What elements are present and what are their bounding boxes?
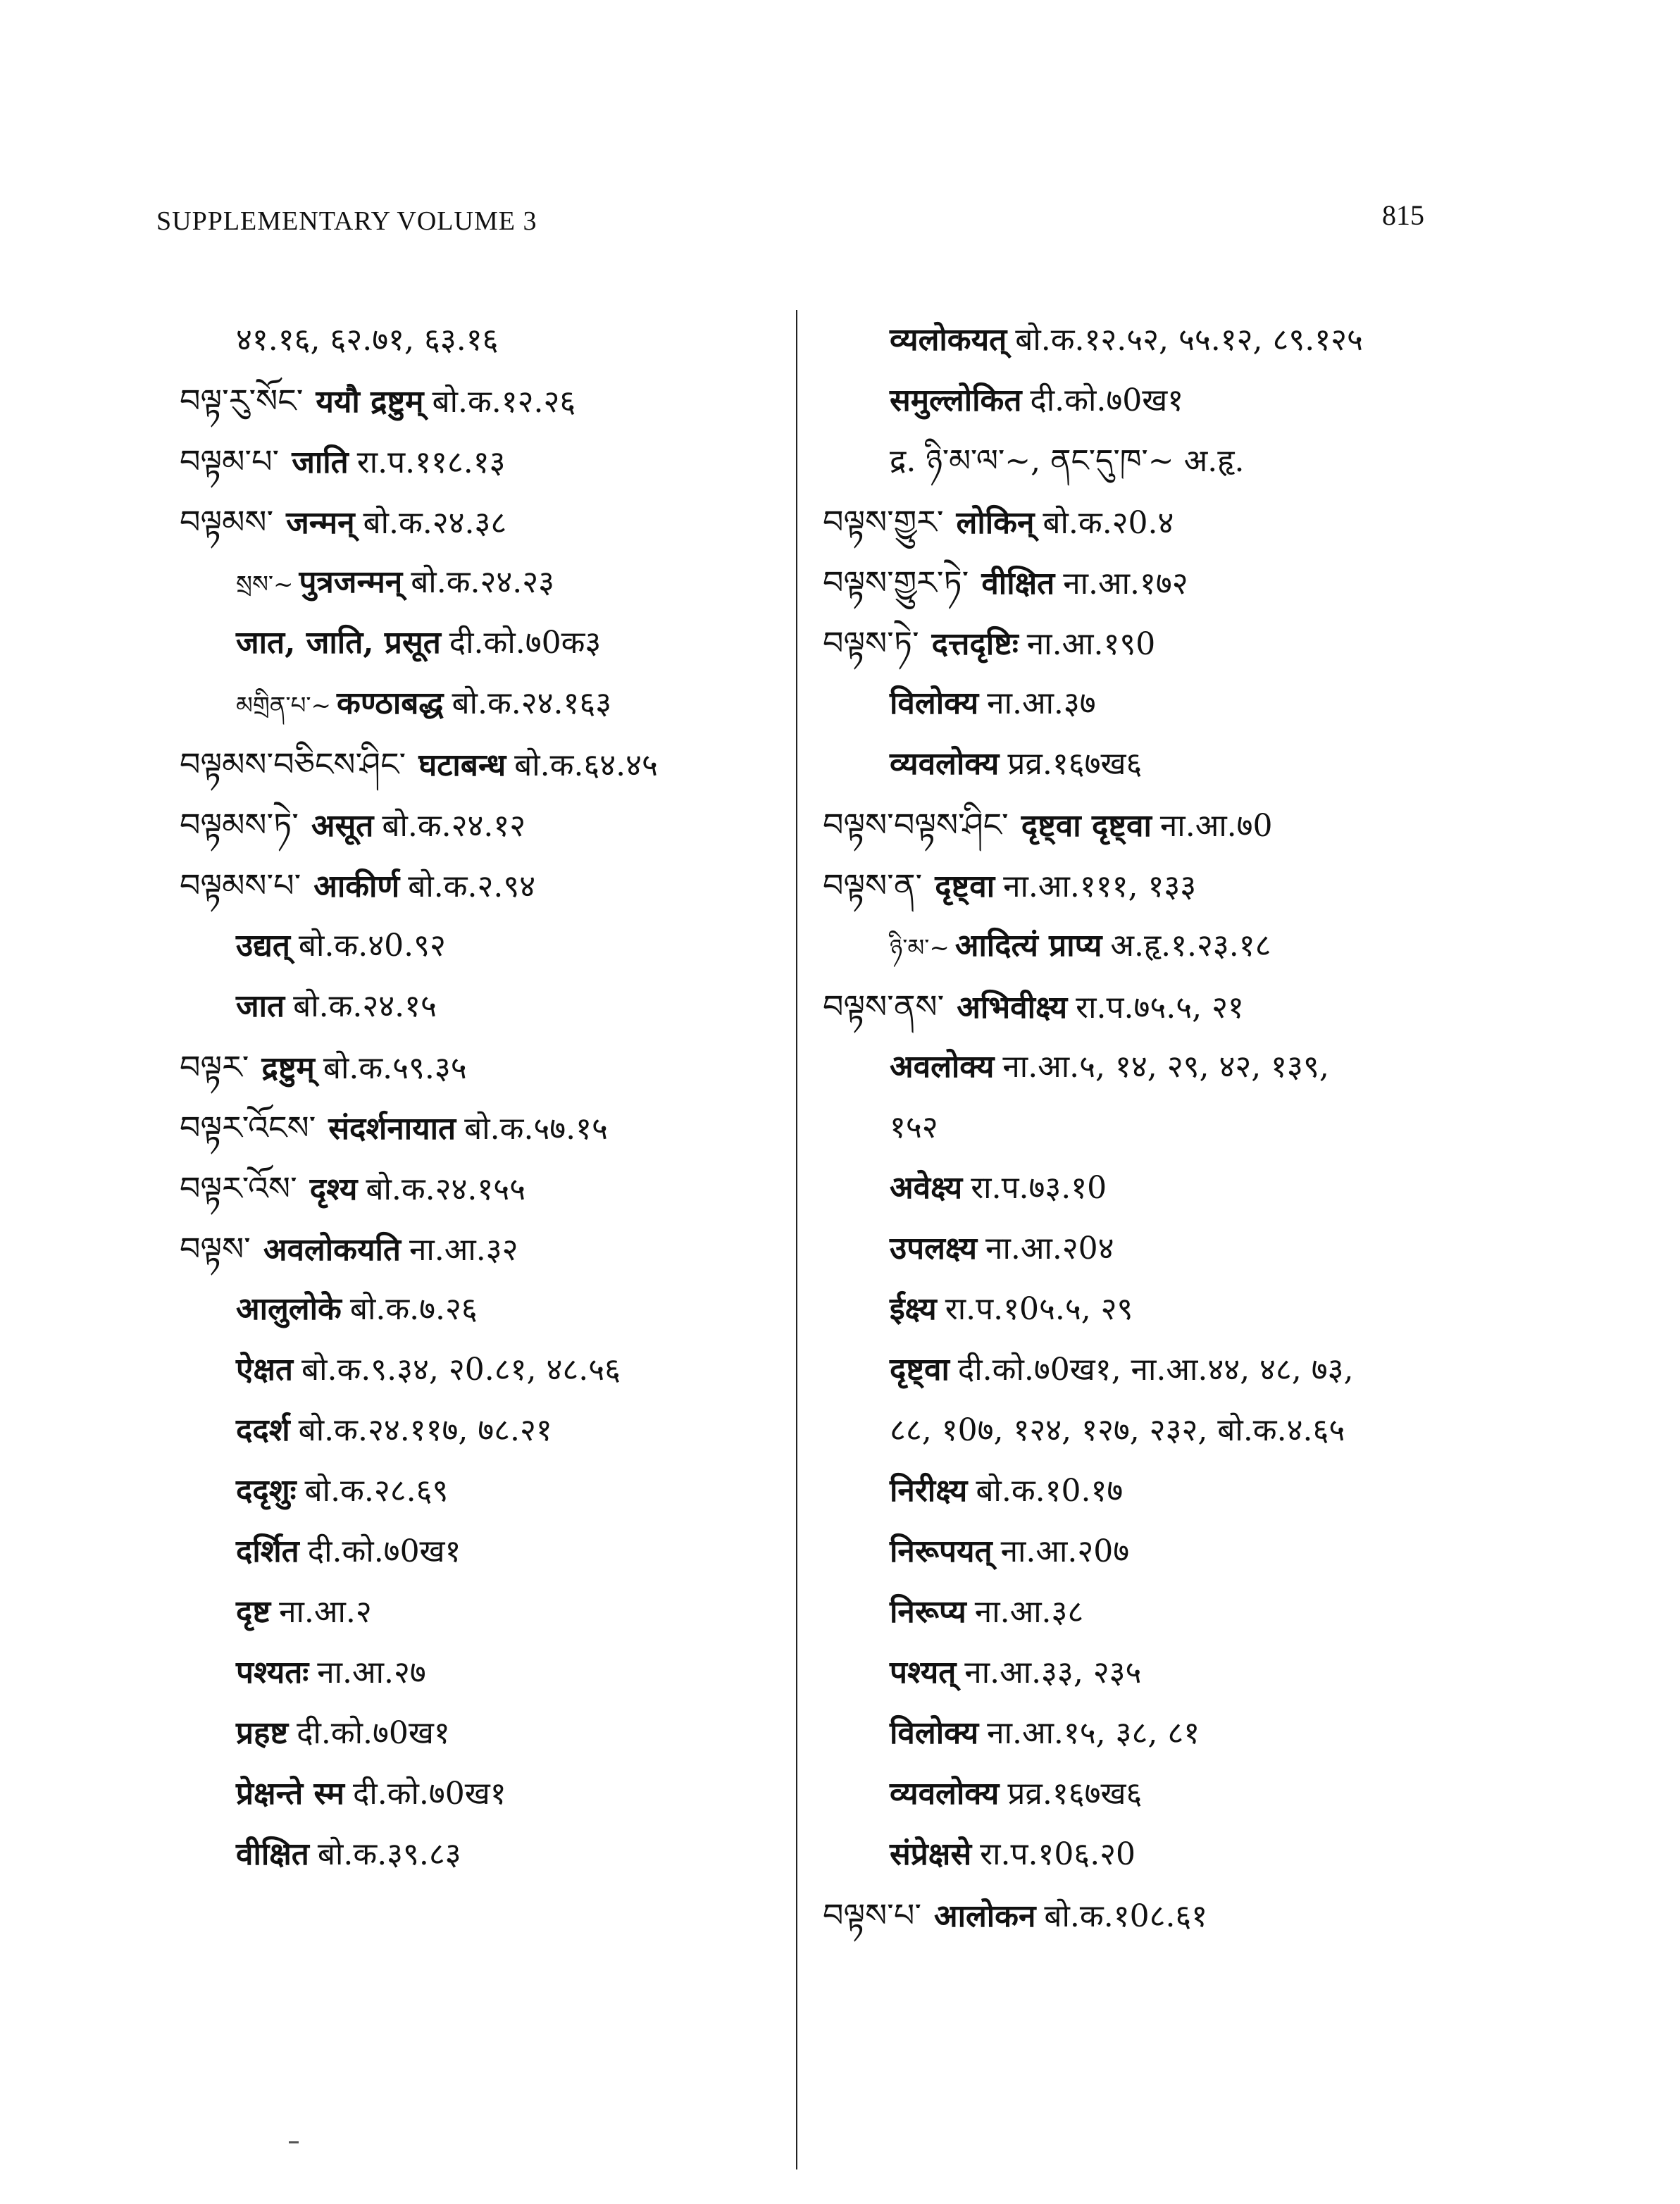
sanskrit-equivalent: घटाबन्ध xyxy=(418,747,506,783)
source-reference: रा.प.७५.५, २१ xyxy=(1076,990,1244,1026)
sanskrit-equivalent: दत्तदृष्टिः xyxy=(931,626,1019,662)
source-reference: ना.आ.१५, ३८, ८१ xyxy=(987,1715,1200,1751)
source-reference: ना.आ.५, १४, २९, ४२, १३९, xyxy=(1002,1049,1329,1085)
entry-row xyxy=(180,613,799,673)
entry-row xyxy=(823,795,1633,855)
sanskrit-equivalent: आदित्यं प्राप्य xyxy=(954,928,1102,964)
tibetan-headword: བལྟམ་པ་ xyxy=(180,442,280,480)
entry-row xyxy=(823,1158,1633,1219)
source-reference: बो.क.२४.१५५ xyxy=(366,1171,526,1207)
sanskrit-equivalent: दृश्य xyxy=(309,1171,358,1207)
sanskrit-equivalent: पश्यत् xyxy=(890,1655,957,1691)
entry-row xyxy=(823,1521,1633,1582)
source-reference: रा.प.१0६.२0 xyxy=(980,1836,1136,1872)
source-reference: ना.आ.१११, १३३ xyxy=(1003,868,1197,904)
source-reference: बो.क.२४.२३ xyxy=(411,564,554,600)
entry-row xyxy=(180,1400,799,1461)
sanskrit-equivalent: संप्रेक्षसे xyxy=(890,1836,972,1872)
tibetan-headword: བལྟམས་བཅིངས་ཤིང་ xyxy=(180,745,406,783)
sanskrit-equivalent: व्यलोकयत् xyxy=(890,322,1007,358)
source-reference: ना.आ.३३, २३५ xyxy=(964,1655,1142,1691)
source-reference: बो.क.२४.१२ xyxy=(382,808,526,844)
sanskrit-equivalent: व्यवलोक्य xyxy=(890,746,1000,782)
tibetan-headword: བལྟས་ xyxy=(180,1230,251,1268)
entry-row xyxy=(823,1643,1633,1703)
entry-row xyxy=(823,976,1633,1037)
entry-row xyxy=(180,673,799,734)
sanskrit-equivalent: प्रेक्षन्ते स्म xyxy=(236,1776,344,1812)
entry-prefix: མགྲིན་པ་~ xyxy=(236,692,332,720)
sanskrit-equivalent: ईक्ष्य xyxy=(890,1291,937,1327)
entry-row xyxy=(823,492,1633,552)
source-reference: दी.को.७0ख१ xyxy=(297,1715,450,1751)
source-reference: दी.को.७0ख१ xyxy=(307,1533,461,1569)
entry-row xyxy=(823,673,1633,734)
left-column xyxy=(180,310,799,1885)
entry-row xyxy=(180,1037,799,1097)
source-reference: बो.क.२0.४ xyxy=(1043,505,1174,541)
sanskrit-equivalent: पश्यतः xyxy=(236,1655,309,1691)
entry-row xyxy=(180,916,799,976)
entry-row xyxy=(823,1824,1633,1885)
entry-row xyxy=(180,371,799,431)
page-mark xyxy=(289,2141,299,2143)
entry-row xyxy=(823,613,1633,673)
sanskrit-equivalent: आकीर्ण xyxy=(313,868,400,904)
entry-row xyxy=(180,976,799,1037)
sanskrit-equivalent: दर्शित xyxy=(236,1533,299,1569)
sanskrit-equivalent: ययौ द्रष्टुम् xyxy=(316,384,424,420)
sanskrit-equivalent: समुल्लोकित xyxy=(890,382,1022,418)
sanskrit-equivalent: दृष्ट्वा दृष्ट्वा xyxy=(1021,808,1152,844)
tibetan-headword: བལྟས་ཏེ་ xyxy=(823,624,919,662)
sanskrit-equivalent: निरूप्य xyxy=(890,1594,966,1630)
source-reference: बो.क.३९.८३ xyxy=(317,1836,461,1872)
entry-row xyxy=(180,855,799,916)
entry-row xyxy=(823,1279,1633,1340)
entry-row xyxy=(180,795,799,855)
sanskrit-equivalent: कण्ठाबद्ध xyxy=(337,685,444,721)
entry-row xyxy=(823,734,1633,795)
source-reference: बो.क.५९.३५ xyxy=(323,1050,467,1086)
source-reference: रा.प.१0५.५, २९ xyxy=(945,1291,1133,1327)
sanskrit-equivalent: आलुलोके xyxy=(236,1291,342,1327)
tibetan-headword: བལྟས་ནས་ xyxy=(823,988,945,1026)
entry-row xyxy=(180,552,799,613)
source-reference: ना.आ.३८ xyxy=(974,1594,1084,1630)
sanskrit-equivalent: दृष्ट xyxy=(236,1594,271,1630)
sanskrit-equivalent: संदर्शनायात xyxy=(328,1111,456,1147)
entry-row xyxy=(180,1582,799,1643)
entry-row xyxy=(823,1219,1633,1279)
source-reference: बो.क.१0८.६१ xyxy=(1044,1898,1208,1934)
source-reference: रा.प.७३.१0 xyxy=(971,1170,1107,1206)
column-divider xyxy=(796,310,797,2169)
entry-prefix: ཉི་མ་~ xyxy=(890,934,950,962)
source-reference: बो.क.६४.४५ xyxy=(514,747,658,783)
source-reference: ४१.१६, ६२.७१, ६३.१६ xyxy=(236,322,499,358)
sanskrit-equivalent: अवेक्ष्य xyxy=(890,1170,963,1206)
sanskrit-equivalent: असूत xyxy=(311,808,374,844)
running-head: SUPPLEMENTARY VOLUME 3 xyxy=(156,206,537,236)
source-reference: ना.आ.३२ xyxy=(409,1232,518,1268)
sanskrit-equivalent: अभिवीक्ष्य xyxy=(957,990,1068,1026)
sanskrit-equivalent: आलोकन xyxy=(933,1898,1036,1934)
source-reference: दी.को.७0क३ xyxy=(449,625,602,661)
entry-row xyxy=(823,431,1633,492)
entry-row xyxy=(180,1279,799,1340)
sanskrit-equivalent: दृष्ट्वा xyxy=(890,1352,950,1388)
entry-row xyxy=(823,855,1633,916)
source-reference: प्रव्र.१६७ख६ xyxy=(1007,1776,1143,1812)
entry-row xyxy=(180,1521,799,1582)
source-reference: बो.क.१२.५२, ५५.१२, ८९.१२५ xyxy=(1015,322,1363,358)
source-reference: १५२ xyxy=(890,1109,938,1145)
source-reference: द्र. ཉི་མ་ལ་~, ནང་དུ་ཁ་~ अ.हृ. xyxy=(890,443,1245,479)
source-reference: बो.क.७.२६ xyxy=(349,1291,478,1327)
tibetan-headword: བལྟམས་པ་ xyxy=(180,866,301,904)
source-reference: ना.आ.२0७ xyxy=(1000,1533,1130,1569)
sanskrit-equivalent: जाति xyxy=(292,444,349,480)
source-reference: बो.क.२.९४ xyxy=(408,868,536,904)
source-reference: रा.प.११८.१३ xyxy=(356,444,506,480)
sanskrit-equivalent: जात, जाति, प्रसूत xyxy=(236,625,441,661)
sanskrit-equivalent: विलोक्य xyxy=(890,685,979,721)
source-reference: बो.क.५७.१५ xyxy=(464,1111,608,1147)
source-reference: बो.क.१0.१७ xyxy=(976,1473,1124,1509)
entry-row xyxy=(180,1097,799,1158)
sanskrit-equivalent: ऐक्षत xyxy=(236,1352,293,1388)
sanskrit-equivalent: अवलोक्य xyxy=(890,1049,995,1085)
entry-row xyxy=(823,1097,1633,1158)
source-reference: ना.आ.२0४ xyxy=(985,1231,1114,1266)
sanskrit-equivalent: प्रहष्ट xyxy=(236,1715,289,1751)
entry-row xyxy=(180,310,799,371)
entry-row xyxy=(180,492,799,552)
entry-row xyxy=(180,1764,799,1824)
source-reference: बो.क.१२.२६ xyxy=(432,384,576,420)
sanskrit-equivalent: जन्मन् xyxy=(286,505,355,541)
entry-row xyxy=(823,1400,1633,1461)
source-reference: बो.क.२४.१६३ xyxy=(452,685,612,721)
source-reference: बो.क.२४.११७, ७८.२१ xyxy=(298,1412,552,1448)
entry-row xyxy=(180,1824,799,1885)
tibetan-headword: བལྟར་ xyxy=(180,1048,249,1086)
entry-row xyxy=(823,1340,1633,1400)
sanskrit-equivalent: व्यवलोक्य xyxy=(890,1776,1000,1812)
source-reference: बो.क.२४.१५ xyxy=(293,988,437,1024)
tibetan-headword: བལྟས་གྱུར་ xyxy=(823,503,944,541)
right-column xyxy=(823,310,1633,1945)
entry-row xyxy=(180,1219,799,1279)
entry-row xyxy=(823,1703,1633,1764)
sanskrit-equivalent: द्रष्टुम् xyxy=(261,1050,315,1086)
sanskrit-equivalent: विलोक्य xyxy=(890,1715,979,1751)
entry-row xyxy=(823,310,1633,371)
tibetan-headword: བལྟ་རུ་སོང་ xyxy=(180,382,304,420)
source-reference: दी.को.७0ख१ xyxy=(1030,382,1184,418)
entry-row xyxy=(180,1703,799,1764)
source-reference: ना.आ.३७ xyxy=(987,685,1096,721)
source-reference: ८८, १0७, १२४, १२७, २३२, बो.क.४.६५ xyxy=(890,1412,1345,1448)
entry-row xyxy=(180,734,799,795)
sanskrit-equivalent: पुत्रजन्मन् xyxy=(299,564,403,600)
tibetan-headword: བལྟས་ན་ xyxy=(823,866,923,904)
source-reference: ना.आ.२७ xyxy=(317,1655,426,1691)
sanskrit-equivalent: अवलोकयति xyxy=(263,1232,401,1268)
sanskrit-equivalent: वीक्षित xyxy=(236,1836,309,1872)
source-reference: बो.क.४0.९२ xyxy=(298,928,446,964)
tibetan-headword: བལྟས་བལྟས་ཤིང་ xyxy=(823,806,1009,844)
source-reference: ना.आ.२ xyxy=(279,1594,372,1630)
source-reference: दी.को.७0ख१, ना.आ.४४, ४८, ७३, xyxy=(957,1352,1354,1388)
source-reference: बो.क.९.३४, २0.८१, ४८.५६ xyxy=(301,1352,621,1388)
tibetan-headword: བལྟས་གྱུར་ཏེ་ xyxy=(823,564,969,602)
tibetan-headword: བལྟམས་ཏེ་ xyxy=(180,806,299,844)
entry-row xyxy=(180,1340,799,1400)
entry-row xyxy=(180,431,799,492)
sanskrit-equivalent: निरूपयत् xyxy=(890,1533,993,1569)
entry-row xyxy=(823,1037,1633,1097)
entry-row xyxy=(180,1643,799,1703)
source-reference: ना.आ.१९0 xyxy=(1026,626,1156,662)
entry-row xyxy=(823,916,1633,976)
sanskrit-equivalent: निरीक्ष्य xyxy=(890,1473,968,1509)
sanskrit-equivalent: वीक्षित xyxy=(981,566,1055,602)
sanskrit-equivalent: जात xyxy=(236,988,285,1024)
entry-row xyxy=(823,552,1633,613)
entry-prefix: སྲས་~ xyxy=(236,571,294,599)
sanskrit-equivalent: दृष्ट्वा xyxy=(935,868,995,904)
entry-row xyxy=(180,1158,799,1219)
entry-row xyxy=(823,1582,1633,1643)
sanskrit-equivalent: उपलक्ष्य xyxy=(890,1231,978,1266)
entry-row xyxy=(823,1764,1633,1824)
entry-row xyxy=(823,1461,1633,1521)
source-reference: बो.क.२४.३८ xyxy=(363,505,507,541)
source-reference: अ.हृ.१.२३.१८ xyxy=(1110,928,1271,964)
entry-row xyxy=(823,371,1633,431)
sanskrit-equivalent: उद्यत् xyxy=(236,928,290,964)
entry-row xyxy=(823,1885,1633,1945)
source-reference: बो.क.२८.६९ xyxy=(304,1473,449,1509)
sanskrit-equivalent: ददृशुः xyxy=(236,1473,297,1509)
tibetan-headword: བལྟས་པ་ xyxy=(823,1896,921,1934)
source-reference: ना.आ.१७२ xyxy=(1063,566,1188,602)
sanskrit-equivalent: ददर्श xyxy=(236,1412,290,1448)
source-reference: प्रव्र.१६७ख६ xyxy=(1007,746,1143,782)
source-reference: ना.आ.७0 xyxy=(1159,808,1273,844)
entry-row xyxy=(180,1461,799,1521)
tibetan-headword: བལྟར་འོས་ xyxy=(180,1169,297,1207)
source-reference: दी.को.७0ख१ xyxy=(352,1776,506,1812)
tibetan-headword: བལྟམས་ xyxy=(180,503,274,541)
sanskrit-equivalent: लोकिन् xyxy=(956,505,1035,541)
page-number: 815 xyxy=(1382,199,1424,231)
tibetan-headword: བལྟར་འོངས་ xyxy=(180,1109,316,1147)
